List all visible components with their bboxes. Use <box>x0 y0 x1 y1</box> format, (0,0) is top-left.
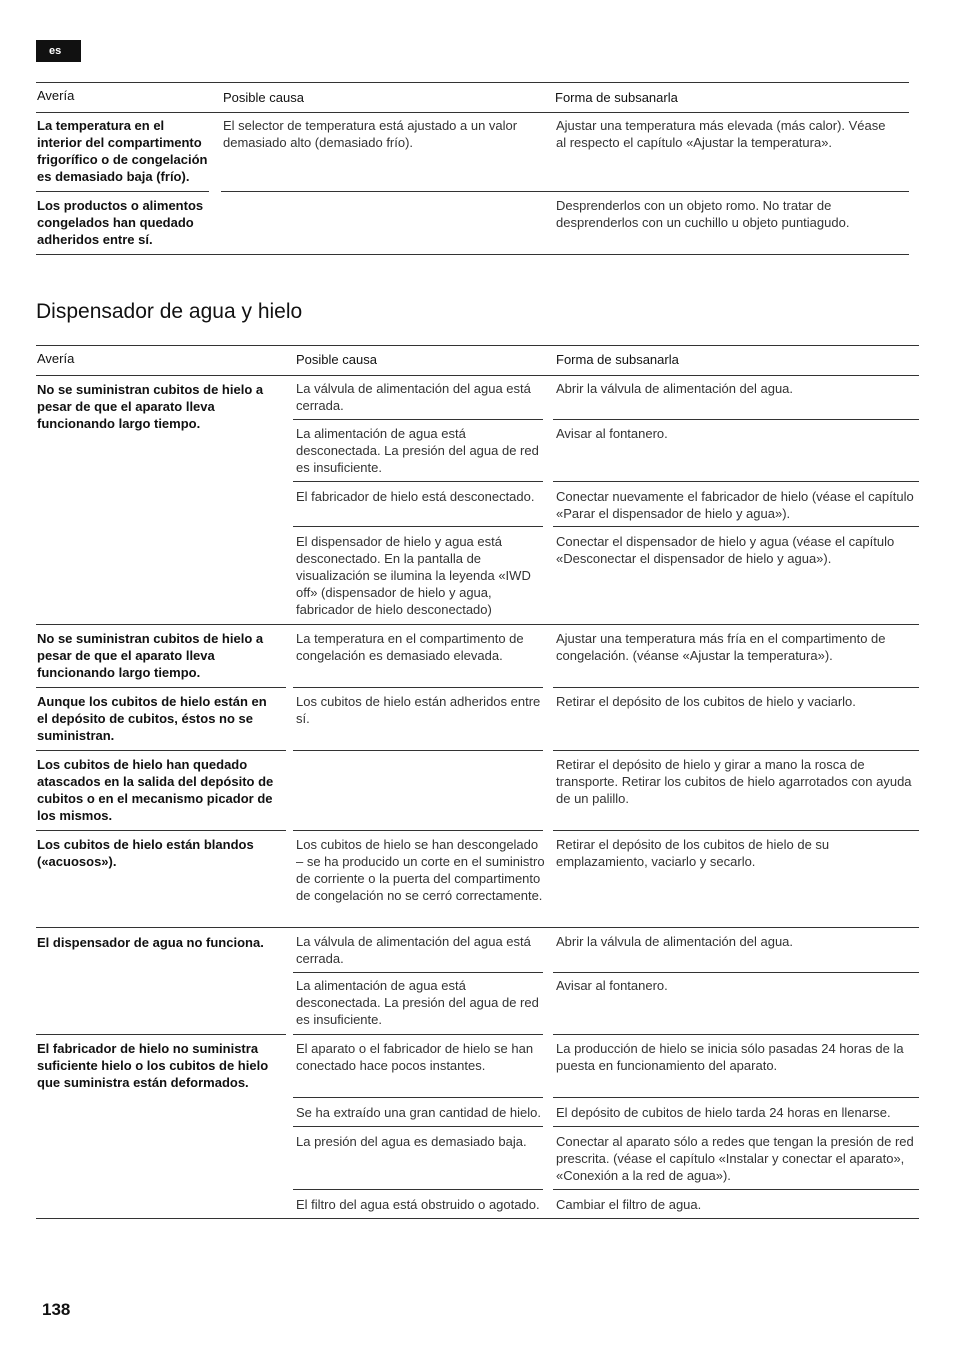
fault-text: Los cubitos de hielo están blandos («acuosos»). <box>37 837 254 869</box>
fault-text: El fabricador de hielo no suministra suficiente hielo o los cubitos de hielo que suministra están deformados. <box>37 1041 269 1090</box>
group-rule <box>36 687 286 688</box>
row-rule <box>293 687 543 688</box>
row-rule <box>293 419 543 420</box>
group-rule <box>36 830 286 831</box>
table-top-rule <box>36 345 919 346</box>
fault-text: Aunque los cubitos de hielo están en el depósito de cubitos, éstos no se suministran. <box>37 694 267 743</box>
cause-text: Los cubitos de hielo se han descongelado – se ha producido un corte en el suministro de corriente o la puerta del compartimento de congelación no se cerró correctamente. <box>296 837 545 903</box>
row-rule <box>553 687 919 688</box>
page-number: 138 <box>42 1300 71 1319</box>
row-rule <box>553 1034 919 1035</box>
cause-text: El dispensador de hielo y agua está desconectado. En la pantalla de visualización se ilumina la leyenda «IWD off» (dispensador de hielo y agua, fabricador de hielo desconectado) <box>296 534 531 617</box>
row-rule <box>293 526 543 527</box>
header-fault: Avería <box>37 88 75 103</box>
cause-text: La válvula de alimentación del agua está cerrada. <box>296 934 531 966</box>
row-rule <box>293 1189 543 1190</box>
row-rule <box>36 191 209 192</box>
fault-text: La temperatura en el interior del compartimento frigorífico o de congelación es demasiado baja (frío). <box>37 118 208 184</box>
table-bottom-rule <box>36 1218 919 1219</box>
section-title: Dispensador de agua y hielo <box>36 300 303 323</box>
table-top-rule <box>36 82 909 83</box>
cause-text: Se ha extraído una gran cantidad de hielo. <box>296 1105 542 1120</box>
table-bottom-rule <box>36 254 909 255</box>
fault-text: No se suministran cubitos de hielo a pesar de que el aparato lleva funcionando largo tiempo. <box>37 631 264 680</box>
row-rule <box>553 972 919 973</box>
group-rule <box>36 1034 286 1035</box>
cause-text: El selector de temperatura está ajustado a un valor demasiado alto (demasiado frío). <box>223 118 518 150</box>
row-rule <box>293 972 543 973</box>
row-rule <box>553 1126 919 1127</box>
row-rule <box>221 191 909 192</box>
header-cause: Posible causa <box>223 90 304 105</box>
cause-text: El aparato o el fabricador de hielo se han conectado hace pocos instantes. <box>296 1041 534 1073</box>
fault-text: Los productos o alimentos congelados han quedado adheridos entre sí. <box>37 198 204 247</box>
row-rule <box>293 1126 543 1127</box>
remedy-text: Desprenderlos con un objeto romo. No tratar de desprenderlos con un cuchillo u objeto puntiagudo. <box>556 198 850 230</box>
row-rule <box>293 750 543 751</box>
cause-text: La alimentación de agua está desconectada. La presión del agua de red es insuficiente. <box>296 978 539 1027</box>
cause-text: La temperatura en el compartimento de congelación es demasiado elevada. <box>296 631 524 663</box>
group-rule <box>36 750 286 751</box>
header-remedy: Forma de subsanarla <box>556 352 679 367</box>
cause-text: Los cubitos de hielo están adheridos entre sí. <box>296 694 541 726</box>
row-rule <box>553 481 919 482</box>
row-rule <box>553 830 919 831</box>
remedy-text: Ajustar una temperatura más elevada (más calor). Véase al respecto el capítulo «Ajustar la temperatura». <box>556 118 886 150</box>
row-rule <box>553 750 919 751</box>
row-rule <box>293 1034 543 1035</box>
row-rule <box>293 1097 543 1098</box>
group-rule <box>36 927 919 928</box>
row-rule <box>553 1097 919 1098</box>
header-rule <box>36 375 919 376</box>
header-fault: Avería <box>37 351 75 366</box>
remedy-text: Retirar el depósito de los cubitos de hielo de su emplazamiento, vaciarlo y secarlo. <box>556 837 830 869</box>
fault-text: El dispensador de agua no funciona. <box>37 935 264 950</box>
remedy-text: Retirar el depósito de los cubitos de hielo y vaciarlo. <box>556 694 856 709</box>
row-rule <box>553 526 919 527</box>
remedy-text: Conectar el dispensador de hielo y agua (véase el capítulo «Desconectar el dispensador de hielo y agua»). <box>556 534 895 566</box>
fault-text: Los cubitos de hielo han quedado atascados en la salida del depósito de cubitos o en el mecanismo picador de los mismos. <box>37 757 274 823</box>
remedy-text: Retirar el depósito de hielo y girar a mano la rosca de transporte. Retirar los cubitos de hielo agarrotados con ayuda de un palillo. <box>556 757 912 806</box>
cause-text: El filtro del agua está obstruido o agotado. <box>296 1197 540 1212</box>
remedy-text: La producción de hielo se inicia sólo pasadas 24 horas de la puesta en funcionamiento del aparato. <box>556 1041 904 1073</box>
remedy-text: El depósito de cubitos de hielo tarda 24 horas en llenarse. <box>556 1105 891 1120</box>
cause-text: El fabricador de hielo está desconectado. <box>296 489 535 504</box>
cause-text: La presión del agua es demasiado baja. <box>296 1134 527 1149</box>
header-remedy: Forma de subsanarla <box>555 90 678 105</box>
cause-text: La válvula de alimentación del agua está cerrada. <box>296 381 531 413</box>
cause-text: La alimentación de agua está desconectada. La presión del agua de red es insuficiente. <box>296 426 539 475</box>
remedy-text: Abrir la válvula de alimentación del agua. <box>556 381 794 396</box>
remedy-text: Conectar nuevamente el fabricador de hielo (véase el capítulo «Parar el dispensador de hielo y agua»). <box>556 489 914 521</box>
header-cause: Posible causa <box>296 352 377 367</box>
language-badge: es <box>36 40 81 62</box>
row-rule <box>553 1189 919 1190</box>
row-rule <box>293 481 543 482</box>
header-rule <box>36 112 909 113</box>
fault-text: No se suministran cubitos de hielo a pesar de que el aparato lleva funcionando largo tiempo. <box>37 382 264 431</box>
remedy-text: Avisar al fontanero. <box>556 426 668 441</box>
row-rule <box>553 419 919 420</box>
remedy-text: Abrir la válvula de alimentación del agua. <box>556 934 794 949</box>
remedy-text: Ajustar una temperatura más fría en el compartimento de congelación. (véanse «Ajustar la temperatura»). <box>556 631 886 663</box>
remedy-text: Cambiar el filtro de agua. <box>556 1197 702 1212</box>
remedy-text: Avisar al fontanero. <box>556 978 668 993</box>
row-rule <box>293 830 543 831</box>
remedy-text: Conectar al aparato sólo a redes que tengan la presión de red prescrita. (véase el capítulo «Instalar y conectar el aparato», «Conexión a la red de agua»). <box>556 1134 914 1183</box>
group-rule <box>36 624 919 625</box>
